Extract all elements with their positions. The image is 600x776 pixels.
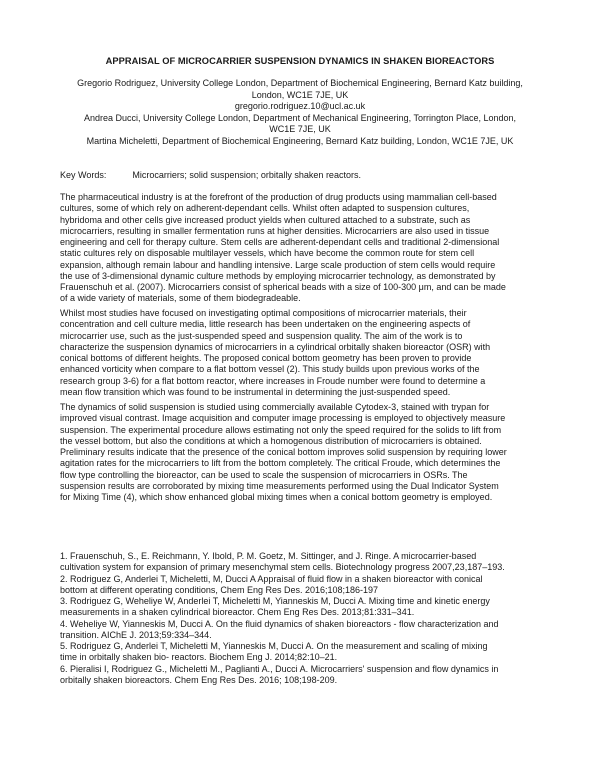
- paragraph-line: enhanced vorticity when compare to a flat bottom vessel (2). This study builds upon previous works of the: [60, 364, 480, 375]
- author-line: Gregorio Rodriguez, University College London, Department of Biochemical Engineering, Bernard Katz building,: [77, 78, 523, 88]
- author-line: London, WC1E 7JE, UK: [251, 89, 349, 100]
- body-paragraph-1: [60, 192, 550, 305]
- reference-item: 6. Pieralisi I, Rodriguez G., Micheletti M., Paglianti A., Ducci A. Microcarriers' suspension and flow dynamics in orbitally shaken bioreactors. Chem Eng Res Des. 2016; 108;198-209.: [60, 663, 499, 685]
- paragraph-line: engineering and cell for therapy culture. Stem cells are adherent-dependant cells and traditional 2-dimensional: [60, 237, 500, 247]
- paragraph-line: conical bottoms of different heights. The proposed conical bottom geometry has been proven to provide: [60, 353, 472, 363]
- keywords: [60, 170, 361, 180]
- author-line: Andrea Ducci, University College London, Department of Mechanical Engineering, Torrington Place, London,: [83, 112, 517, 123]
- paragraph-line: improved visual contrast. Image acquisition and computer image processing is employed to objectively measure: [60, 413, 506, 424]
- reference-item: 3. Rodriguez G, Weheliye W, Anderlei T, Micheletti M, Yianneskis M, Ducci A. Mixing time and kinetic energy measurements in a shaken cylindrical bioreactor. Chem Eng Res Des. 2013;81:331–341.: [60, 596, 490, 618]
- paragraph-line: of a wide variety of materials, some of them biodegradeable.: [60, 293, 301, 304]
- reference-item: 1. Frauenschuh, S., E. Reichmann, Y. Ibold, P. M. Goetz, M. Sittinger, and J. Ringe. A microcarrier-based cultivation system for expansion of primary mesenchymal stem cells. Biotechnology progress 2007,23,187–193.: [60, 551, 505, 573]
- paragraph-line: expansion, although remain labour and handling intensive. Large scale production of stem cells would require: [60, 259, 496, 270]
- keywords-value: Microcarriers; solid suspension; orbitally shaken reactors.: [132, 170, 361, 180]
- reference-item: 4. Weheliye W, Yianneskis M, Ducci A. On the fluid dynamics of shaken bioreactors - flow characterization and transition. AIChE J. 2013;59:334–344.: [60, 618, 499, 640]
- paragraph-line: mean flow transition which was found to be instrumental in determining the just-suspended speed.: [60, 386, 451, 397]
- paragraph-line: microcarrier use, such as the just-suspended speed and suspension quality. The aim of the work is to: [60, 330, 463, 341]
- paragraph-line: The dynamics of solid suspension is studied using commercially available Cytodex-3, stained with trypan for: [60, 402, 490, 412]
- paragraph-line: hybridoma and other cells give increased product yields when cultured attached to a substrate, such as: [60, 214, 471, 225]
- paragraph-line: Whilst most studies have focused on investigating optimal compositions of microcarrier materials, their: [60, 308, 467, 318]
- paragraph-line: agitation rates for the microcarriers to lift from the bottom completely. The critical Froude, which determines the: [60, 458, 501, 469]
- paragraph-line: flow type controlling the bioreactor, can be used to scale the suspension of microcarriers in OSRs. The: [60, 469, 468, 480]
- reference-item: 2. Rodriguez G, Anderlei T, Micheletti, M, Ducci A Appraisal of fluid flow in a shaken bioreactor with conical bottom at different operating conditions, Chem Eng Res Des. 2016;108;186-197: [60, 573, 483, 595]
- paragraph-line: microcarriers, resulting in smaller fermentation runs at higher densities. Microcarriers are also used in tissue: [60, 225, 490, 236]
- paper-title: APPRAISAL OF MICROCARRIER SUSPENSION DYNAMICS IN SHAKEN BIOREACTORS: [105, 56, 495, 66]
- author-block: [40, 78, 560, 148]
- paragraph-line: cultures, some of which rely on adherent-dependant cells. Whilst often adapted to suspension cultures,: [60, 203, 470, 214]
- paragraph-line: characterize the suspension dynamics of microcarriers in a cylindrical orbitally shaken bioreactor (OSR) with: [60, 341, 491, 352]
- reference-item: 5. Rodriguez G, Anderlei T, Micheletti M, Yianneskis M, Ducci A. On the measurement and scaling of mixing time in orbitally shaken bio- reactors. Biochem Eng J. 2014;82:10–21.: [60, 641, 488, 663]
- reference-list: [60, 551, 550, 686]
- paragraph-line: the vessel bottom, but also the conditions at which a homogenous distribution of microcarriers is obtained.: [60, 435, 482, 446]
- author-line: Martina Micheletti, Department of Biochemical Engineering, Bernard Katz building, London, WC1E 7JE, UK: [86, 135, 514, 146]
- body-paragraph-3: [60, 402, 550, 503]
- paragraph-line: research group 3-6) for a flat bottom reactor, where increases in Froude number were found to determine a: [60, 375, 486, 386]
- paragraph-line: The pharmaceutical industry is at the forefront of the production of drug products using mammalian cell-based: [60, 192, 497, 202]
- paragraph-line: Frauenschuh et al. (2007). Microcarriers consist of spherical beads with a size of 100-300 μm, and can be made: [60, 282, 506, 292]
- paragraph-line: static cultures rely on disposable multilayer vessels, which have become the common route for stem cell: [60, 248, 475, 259]
- paragraph-line: for Mixing Time (4), which show enhanced global mixing times when a conical bottom geometry is employed.: [60, 492, 493, 502]
- author-line: WC1E 7JE, UK: [269, 124, 331, 135]
- body-paragraph-2: [60, 308, 550, 398]
- paragraph-line: suspension results are corroborated by mixing time measurements performed using the Dual Indicator System: [60, 480, 499, 491]
- paragraph-line: Preliminary results indicate that the presence of the conical bottom improves solid suspension by requiring lower: [60, 447, 507, 457]
- paragraph-line: suspension. The experimental procedure allows estimating not only the speed required for the solids to lift from: [60, 424, 502, 435]
- paragraph-line: concentration and cell culture media, little research has been undertaken on the engineering aspects of: [60, 319, 471, 330]
- paragraph-line: the use of 3-dimensional dynamic culture methods by employing microcarrier technology, as demonstrated by: [60, 270, 496, 281]
- keywords-label: Key Words:: [60, 170, 107, 180]
- author-email: gregorio.rodriguez.10@ucl.ac.uk: [234, 101, 366, 112]
